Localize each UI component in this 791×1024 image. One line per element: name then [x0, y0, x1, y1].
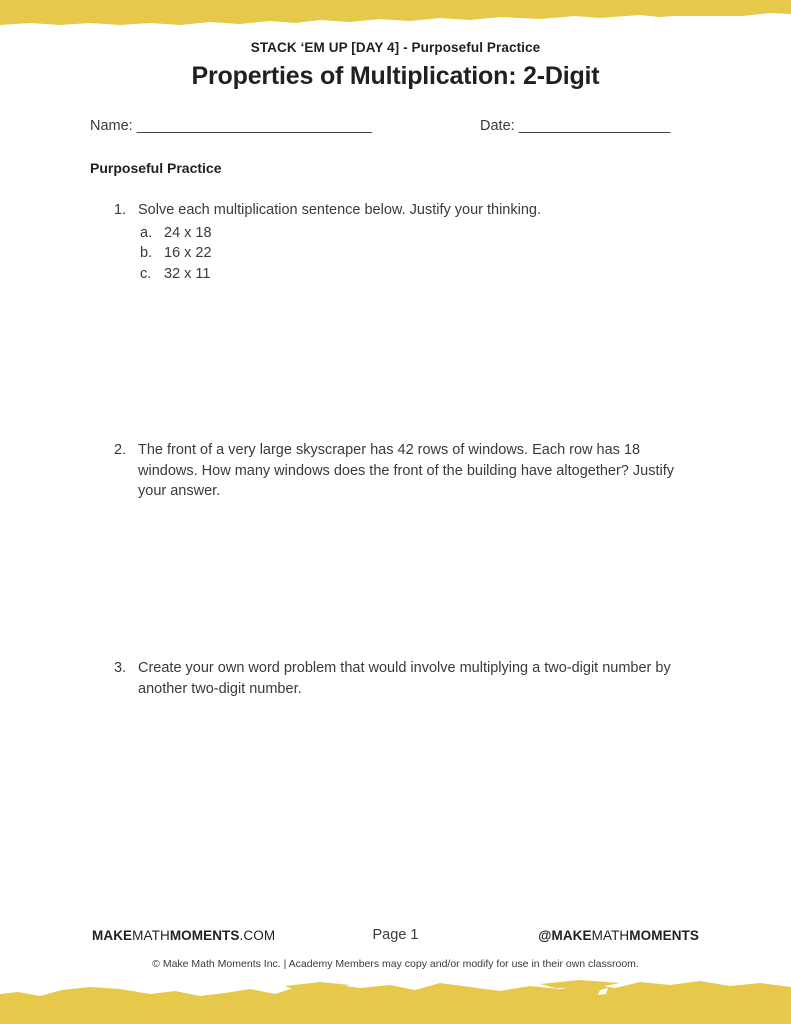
- top-band-fleck-a: [60, 15, 250, 21]
- date-field-group: [480, 118, 670, 134]
- name-label: Name:: [90, 118, 133, 134]
- question-text: Create your own word problem that would involve multiplying a two-digit number by another two-digit number.: [138, 660, 671, 697]
- bottom-accent-band: [0, 972, 791, 1024]
- question-number: 2.: [114, 442, 127, 458]
- brand-website-part2: MATH: [132, 928, 170, 943]
- date-input-rule[interactable]: ____________________: [518, 118, 670, 134]
- sublist-letter: c.: [140, 265, 152, 282]
- top-band-fleck-b: [600, 11, 760, 16]
- question-text: Solve each multiplication sentence below. Justify your thinking.: [138, 202, 541, 218]
- name-input-rule[interactable]: _______________________________: [136, 118, 372, 134]
- top-band-shape: [0, 0, 791, 25]
- top-accent-band: [0, 0, 791, 26]
- page-title: Properties of Multiplication: 2-Digit: [191, 62, 600, 91]
- bottom-band-shape: [0, 981, 791, 1024]
- page-number: Page 1: [372, 927, 419, 943]
- worksheet-header: [0, 40, 791, 91]
- section-heading: Purposeful Practice: [90, 160, 222, 176]
- brand-social-part2: MATH: [591, 928, 630, 943]
- sublist-letter: a.: [140, 224, 153, 241]
- question-item: [112, 658, 697, 699]
- sublist-letter: b.: [140, 245, 153, 262]
- bottom-band-fleck-a: [285, 982, 350, 990]
- brand-website-part3: MOMENTS: [169, 928, 240, 943]
- sublist-text: 32 x 11: [164, 265, 211, 282]
- brand-social-part1: @MAKE: [538, 928, 592, 943]
- brand-website-part1: MAKE: [92, 928, 133, 943]
- sublist-item: [140, 264, 697, 285]
- bottom-band-notch: [598, 988, 608, 995]
- sublist-text: 24 x 18: [164, 224, 212, 241]
- brand-social-handle: [538, 928, 699, 943]
- brand-social-part3: MOMENTS: [629, 928, 699, 943]
- question-item: [112, 440, 697, 502]
- bottom-band-fleck-b: [540, 980, 620, 988]
- sublist-text: 16 x 22: [164, 245, 212, 262]
- question-item: [112, 200, 697, 284]
- date-label: Date:: [480, 118, 515, 134]
- worksheet-footer: [0, 928, 791, 970]
- question-number: 1.: [114, 202, 127, 218]
- name-field-group: [90, 118, 371, 134]
- question-number: 3.: [114, 660, 127, 676]
- sublist-item: [140, 243, 697, 264]
- sublist-item: [140, 223, 697, 244]
- brand-website-part4: .COM: [239, 928, 276, 943]
- copyright-notice: © Make Math Moments Inc. | Academy Members may copy and/or modify for use in their own classroom.: [152, 958, 639, 970]
- header-eyebrow: STACK ‘EM UP [DAY 4] - Purposeful Practice: [250, 40, 541, 55]
- question-sublist: [112, 223, 697, 285]
- question-text: The front of a very large skyscraper has 42 rows of windows. Each row has 18 windows. How many windows does the front of the building have altogether? Justify your answer.: [138, 442, 674, 500]
